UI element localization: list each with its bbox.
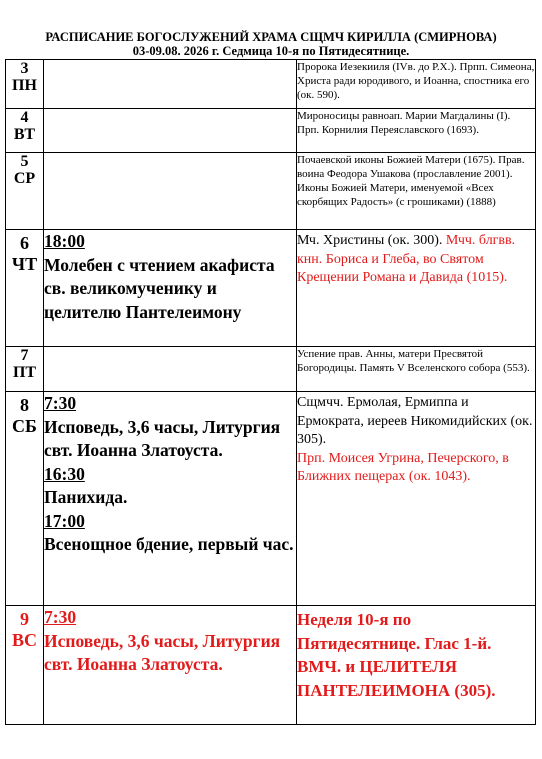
saints-cell — [297, 347, 536, 392]
service-time: 18:00 — [44, 231, 85, 251]
day-cell — [6, 109, 44, 153]
day-weekday: СР — [13, 170, 36, 187]
day-weekday: СБ — [12, 416, 37, 436]
service-time: 16:30 — [44, 463, 85, 484]
day-weekday: ПТ — [12, 364, 37, 381]
table-row — [6, 392, 536, 606]
day-weekday: ЧТ — [11, 254, 38, 274]
services-cell — [44, 60, 297, 109]
saint-feast-text: Прп. Моисея Угрина, Печерского, в Ближних пещерах (ок. 1043). — [297, 450, 509, 484]
table-row — [6, 606, 536, 725]
service-time: 7:30 — [44, 393, 77, 413]
service-line: Молебен с чтением акафиста — [44, 254, 275, 275]
saint-text: Успение прав. Анны, матери Пресвятой Богородицы. Память V Вселенского собора (553). — [297, 348, 530, 374]
schedule-header — [0, 30, 542, 58]
saint-text: Мч. Христины (ок. 300). — [297, 233, 443, 248]
services-cell — [44, 606, 297, 725]
services-cell — [44, 109, 297, 153]
saint-text: Почаевской иконы Божией Матери (1675). Прав. воина Феодора Ушакова (прославление 2001). Иконы Божией Матери, именуемой «Всех скорбящих Радость» (с грошиками) (1888) — [297, 154, 525, 208]
services-cell — [44, 392, 297, 606]
table-row — [6, 153, 536, 230]
table-row — [6, 60, 536, 109]
day-date: 6 — [20, 233, 29, 253]
day-cell — [6, 606, 44, 725]
saints-cell — [297, 153, 536, 230]
schedule-subtitle: 03-09.08. 2026 г. Седмица 10-я по Пятидесятнице. — [132, 44, 410, 58]
service-time: 7:30 — [44, 607, 77, 627]
service-line: Исповедь, 3,6 часы, Литургия свт. Иоанна Златоуста. — [44, 416, 281, 460]
service-line: Исповедь, 3,6 часы, Литургия свт. Иоанна Златоуста. — [44, 630, 281, 674]
day-weekday: ПН — [12, 77, 37, 94]
day-date: 3 — [20, 60, 29, 77]
schedule-title: РАСПИСАНИЕ БОГОСЛУЖЕНИЙ ХРАМА СЩМЧ КИРИЛЛА (СМИРНОВА) — [45, 30, 497, 44]
saints-cell — [297, 606, 536, 725]
day-date: 4 — [20, 109, 29, 126]
service-line: Панихида. — [44, 487, 128, 507]
day-cell — [6, 347, 44, 392]
services-cell — [44, 230, 297, 347]
service-line: Всенощное бдение, первый час. — [44, 534, 294, 554]
table-row — [6, 109, 536, 153]
day-cell — [6, 153, 44, 230]
services-cell — [44, 347, 297, 392]
table-row — [6, 230, 536, 347]
saint-feast-text: Мчч. блгвв. кнн. Бориса и Глеба, во Святом Крещении Романа и Давида (1015). — [297, 233, 516, 285]
services-cell — [44, 153, 297, 230]
day-date: 5 — [20, 153, 29, 170]
saints-cell — [297, 392, 536, 606]
schedule-table — [5, 59, 536, 725]
sunday-feast-text: Неделя 10-я по Пятидесятнице. Глас 1-й. ВМЧ. и ЦЕЛИТЕЛЯ ПАНТЕЛЕИМОНА (305). — [297, 610, 496, 700]
saint-text: Сщмчч. Ермолая, Ермиппа и Ермократа, иереев Никомидийских (ок. 305). — [297, 395, 533, 447]
day-date: 8 — [20, 395, 29, 415]
saints-cell — [297, 230, 536, 347]
day-weekday: ВС — [11, 630, 37, 650]
day-date: 9 — [20, 609, 29, 629]
day-cell — [6, 230, 44, 347]
service-time: 17:00 — [44, 510, 85, 531]
day-cell — [6, 60, 44, 109]
day-weekday: ВТ — [13, 126, 36, 143]
table-row — [6, 347, 536, 392]
day-cell — [6, 392, 44, 606]
day-date: 7 — [20, 347, 29, 364]
saint-text: Мироносицы равноап. Марии Магдалины (I). Прп. Корнилия Переяславского (1693). — [297, 110, 511, 136]
saints-cell — [297, 109, 536, 153]
saints-cell — [297, 60, 536, 109]
service-line: св. великомученику и целителю Пантелеимону — [44, 278, 242, 322]
saint-text: Пророка Иезекииля (IVв. до Р.Х.). Прпп. Симеона, Христа ради юродивого, и Иоанна, спостника его (ок. 590). — [297, 61, 535, 101]
